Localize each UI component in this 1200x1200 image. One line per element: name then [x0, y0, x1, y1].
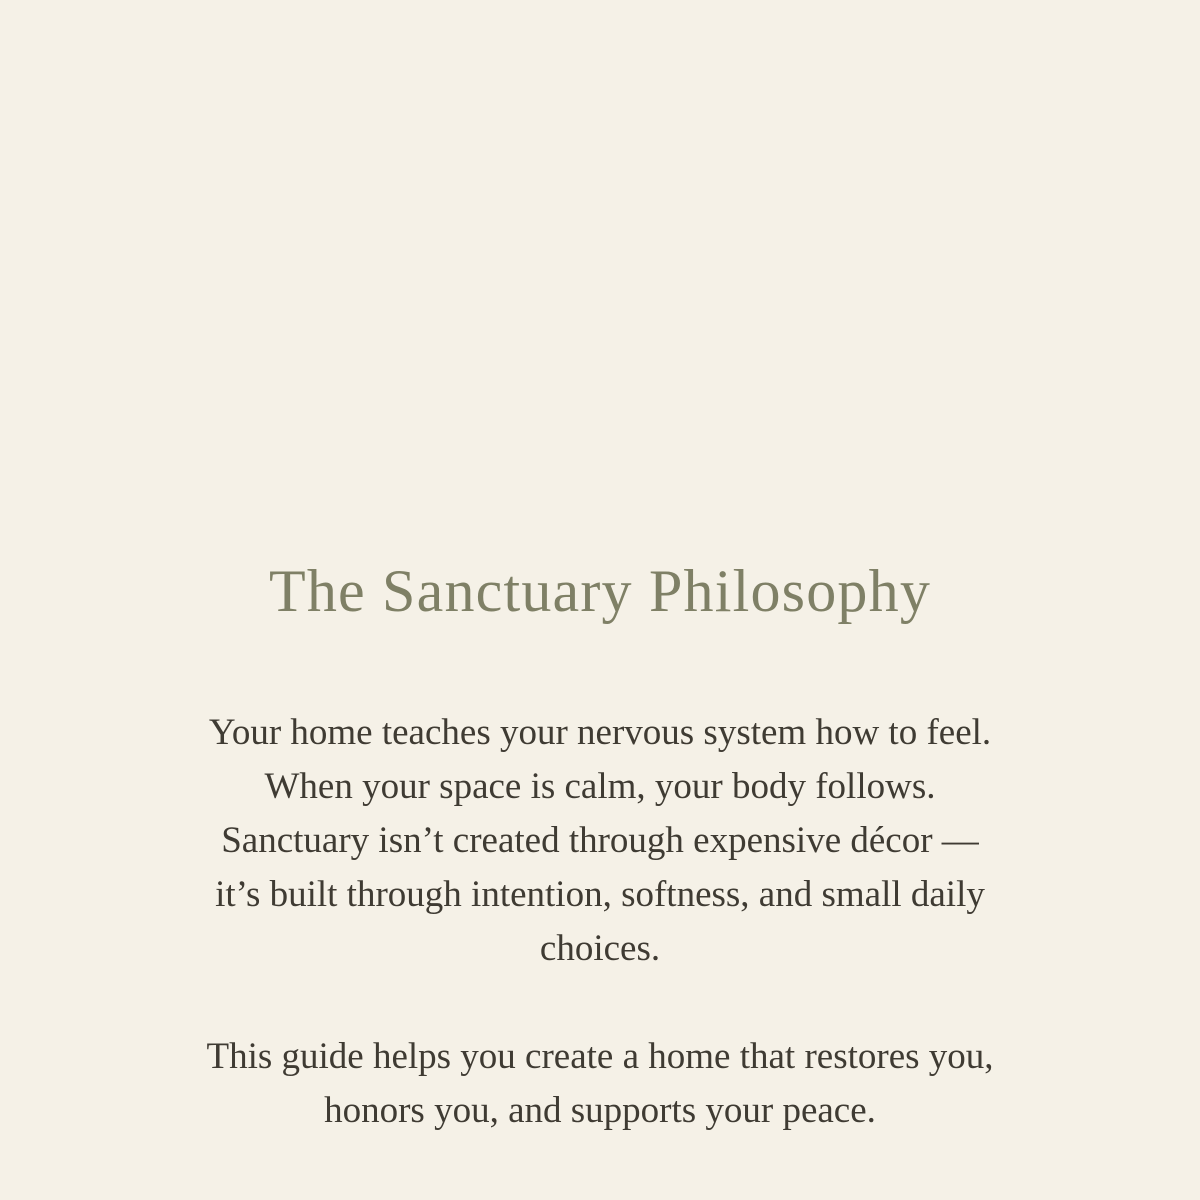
intro-line-5: choices. — [539, 928, 661, 969]
intro-line-2: When your space is calm, your body follows. — [264, 766, 936, 807]
intro-line-1: Your home teaches your nervous system how to feel. — [208, 712, 992, 753]
page-title: The Sanctuary Philosophy — [268, 558, 932, 624]
intro-paragraph — [180, 706, 1020, 976]
guide-line-1: This guide helps you create a home that restores you, — [206, 1036, 994, 1077]
intro-line-4: it’s built through intention, softness, and small daily — [215, 874, 985, 915]
guide-paragraph — [180, 1030, 1020, 1138]
intro-line-3: Sanctuary isn’t created through expensive décor — — [221, 820, 979, 861]
guide-line-2: honors you, and supports your peace. — [324, 1090, 876, 1131]
